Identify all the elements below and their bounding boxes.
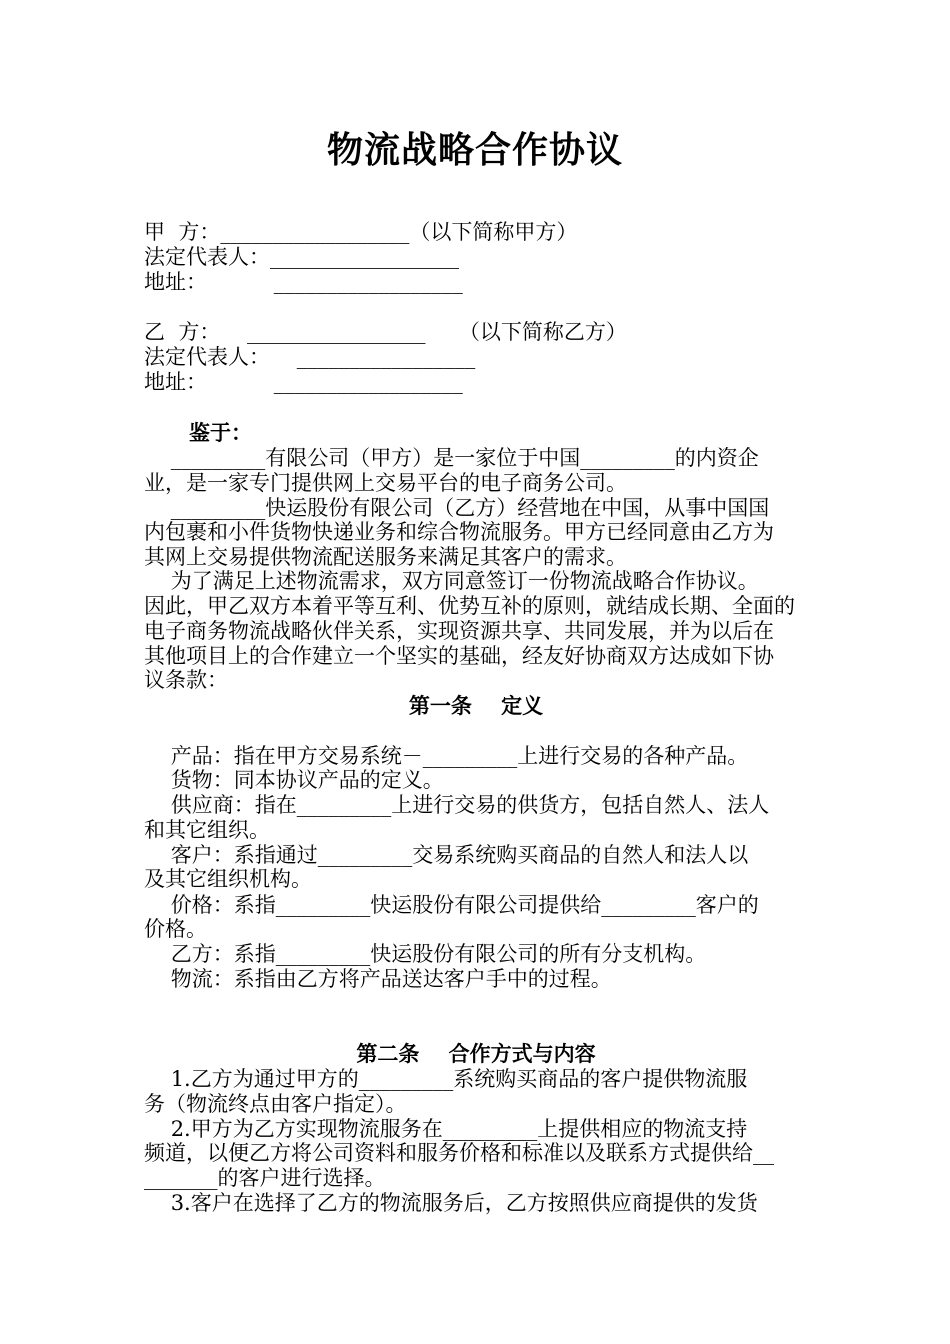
- article-1-heading: 第一条 定义: [408, 693, 544, 718]
- article-1-line: 价格。: [144, 917, 207, 941]
- article-1-line: 价格：系指_________快运股份有限公司提供给_________客户的: [144, 893, 759, 917]
- article-2-line: 务（物流终点由客户指定）。: [144, 1092, 407, 1116]
- whereas-line: 因此，甲乙双方本着平等互利、优势互补的原则，就结成长期、全面的: [144, 594, 795, 618]
- whereas-label: 鉴于：: [189, 420, 252, 445]
- party-b-address: 地址： __________________: [144, 370, 463, 394]
- party-b-line: 乙 方： _________________ （以下简称乙方）: [144, 320, 627, 344]
- article-2-line: 频道，以便乙方将公司资料和服务价格和标准以及联系方式提供给__: [144, 1141, 774, 1165]
- article-1-line: 和其它组织。: [144, 818, 270, 842]
- article-2-line: 3.客户在选择了乙方的物流服务后，乙方按照供应商提供的发货: [144, 1191, 758, 1215]
- article-2-heading: 第二条 合作方式与内容: [356, 1041, 596, 1066]
- article-1-line: 供应商：指在_________上进行交易的供货方，包括自然人、法人: [144, 793, 770, 817]
- whereas-line: 业，是一家专门提供网上交易平台的电子商务公司。: [144, 471, 627, 495]
- whereas-line: 其他项目上的合作建立一个坚实的基础，经友好协商双方达成如下协: [144, 644, 774, 668]
- article-2-line: 2.甲方为乙方实现物流服务在_________上提供相应的物流支持: [144, 1117, 748, 1141]
- whereas-line: 内包裹和小件货物快递业务和综合物流服务。甲方已经同意由乙方为: [144, 520, 774, 544]
- whereas-line: 电子商务物流战略伙伴关系，实现资源共享、共同发展，并为以后在: [144, 619, 774, 643]
- whereas-line: _________有限公司（甲方）是一家位于中国_________的内资企: [144, 446, 759, 470]
- whereas-line: _________快运股份有限公司（乙方）经营地在中国，从事中国国: [144, 496, 770, 520]
- article-2-line: _______的客户进行选择。: [144, 1166, 386, 1190]
- whereas-line: 为了满足上述物流需求，双方同意签订一份物流战略合作协议。: [144, 569, 759, 593]
- article-1-line: 及其它组织机构。: [144, 867, 312, 891]
- article-1-line: 产品：指在甲方交易系统－_________上进行交易的各种产品。: [144, 744, 749, 768]
- party-a-address: 地址： __________________: [144, 270, 463, 294]
- article-1-line: 乙方：系指_________快运股份有限公司的所有分支机构。: [144, 942, 707, 966]
- article-1-line: 客户：系指通过_________交易系统购买商品的自然人和法人以: [144, 843, 749, 867]
- party-b-representative: 法定代表人： _________________: [144, 345, 476, 369]
- article-2-line: 1.乙方为通过甲方的_________系统购买商品的客户提供物流服: [144, 1067, 748, 1091]
- whereas-line: 议条款：: [144, 668, 228, 692]
- article-1-line: 货物：同本协议产品的定义。: [144, 768, 444, 792]
- whereas-line: 其网上交易提供物流配送服务来满足其客户的需求。: [144, 545, 627, 569]
- document-title: 物流战略合作协议: [326, 129, 623, 171]
- article-1-line: 物流：系指由乙方将产品送达客户手中的过程。: [144, 967, 612, 991]
- party-a-representative: 法定代表人：__________________: [144, 245, 459, 269]
- party-a-line: 甲 方：__________________（以下简称甲方）: [144, 220, 578, 244]
